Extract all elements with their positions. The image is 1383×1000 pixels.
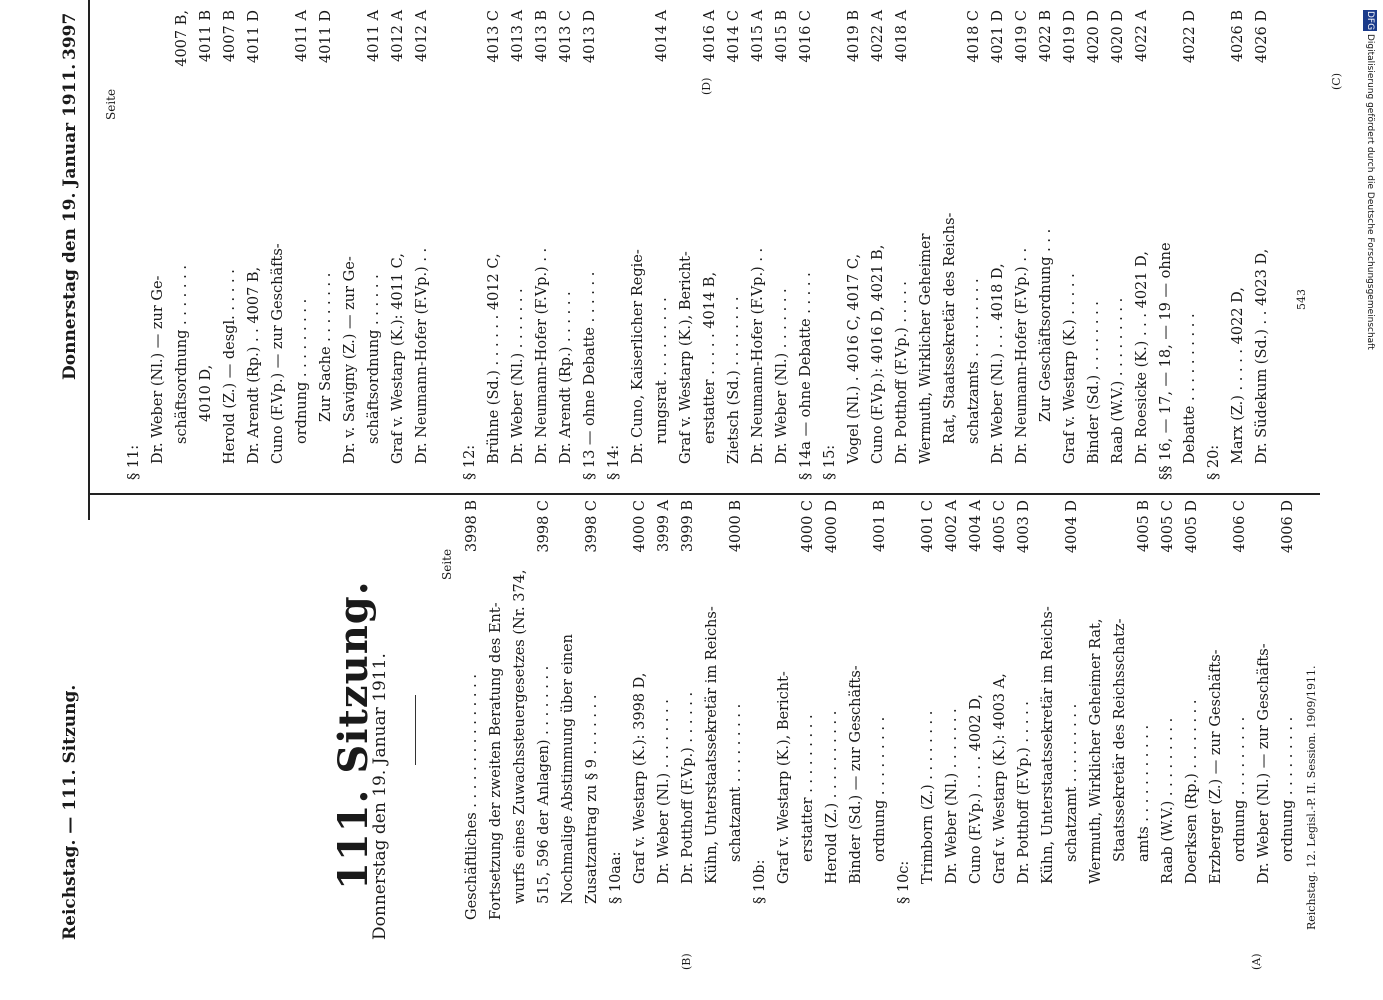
index-entry: [914, 10, 938, 480]
entry-text: erstatter . . . . . 4014 B,: [702, 271, 718, 444]
entry-text: Dr. Neumann-Hofer (F.Vp.) . .: [534, 247, 550, 464]
entry-text: ordnung . . . . . . . . .: [1232, 716, 1248, 862]
index-entry: [628, 500, 652, 920]
entry-text: schatzamt . . . . . . . . .: [728, 703, 744, 862]
entry-page-ref: 4012 A: [390, 10, 406, 62]
entry-page-ref: 4007 B: [222, 10, 238, 63]
entry-page-ref: 4001 C: [920, 500, 936, 553]
entry-text: Staatssekretär des Reichsschatz-: [1112, 618, 1128, 862]
entry-text: § 15:: [822, 444, 838, 480]
index-entry: [122, 10, 146, 480]
entry-text: Erzberger (Z.) — zur Geschäfts-: [1208, 649, 1224, 884]
entry-page-ref: 4016 A: [702, 10, 718, 62]
left-entry-list: [460, 500, 1300, 920]
entry-page-ref: 4013 C: [486, 10, 502, 63]
entry-page-ref: 4000 B: [728, 500, 744, 553]
entry-text: Rat, Staatssekretär des Reichs-: [942, 212, 958, 444]
seite-label-left: Seite: [440, 548, 454, 580]
index-entry: [556, 500, 580, 920]
index-entry: [916, 500, 940, 920]
right-entry-list: [122, 10, 1274, 480]
entry-page-ref: 4005 C: [992, 500, 1008, 553]
index-entry: [484, 500, 508, 920]
left-column: [460, 500, 1383, 920]
entry-text: ordnung . . . . . . . . .: [1280, 716, 1296, 862]
margin-mark-b: (B): [680, 953, 693, 970]
entry-text: Dr. Potthoff (F.Vp.) . . . . . .: [680, 691, 696, 884]
entry-page-ref: 4006 D: [1280, 500, 1296, 554]
entry-page-ref: 3999 B: [680, 500, 696, 553]
entry-page-ref: 4022 A: [870, 10, 886, 62]
entry-page-ref: 4011 D: [246, 10, 262, 64]
index-entry: [1250, 10, 1274, 480]
entry-text: Dr. Neumann-Hofer (F.Vp.) . .: [414, 247, 430, 464]
entry-page-ref: 4011 D: [318, 10, 334, 64]
entry-text: Trimborn (Z.) . . . . . . . .: [920, 710, 936, 884]
entry-text: erstatter . . . . . . . . .: [800, 714, 816, 862]
entry-text: Marx (Z.) . . . . . 4022 D,: [1230, 287, 1246, 464]
entry-page-ref: 4022 A: [1134, 10, 1150, 62]
page-title: 111. Sitzung.: [330, 580, 377, 890]
entry-text: Raab (W.V.) . . . . . . . . .: [1160, 717, 1176, 884]
index-entry: [1252, 500, 1276, 920]
entry-text: Geschäftliches . . . . . . . . . . . . . . .: [464, 674, 480, 920]
entry-text: Zietsch (Sd.) . . . . . . . .: [726, 296, 742, 464]
index-entry: [964, 500, 988, 920]
entry-page-ref: 4007 B,: [174, 10, 190, 67]
entry-text: Graf v. Westarp (K.) . . . . .: [1062, 273, 1078, 464]
entry-text: § 10aa:: [608, 851, 624, 904]
title-divider: [415, 695, 416, 765]
entry-text: § 13 — ohne Debatte . . . . . .: [582, 271, 598, 480]
entry-page-ref: 4022 B: [1038, 10, 1054, 63]
entry-text: 4010 D,: [198, 364, 214, 422]
index-entry: [1036, 500, 1060, 920]
index-entry: [866, 10, 890, 480]
entry-text: schäftsordnung . . . . . .: [366, 274, 382, 444]
entry-page-ref: 4026 D: [1254, 10, 1270, 64]
index-entry: [506, 10, 530, 480]
entry-text: Dr. Arendt (Rp.) . . 4007 B,: [246, 266, 262, 464]
entry-page-ref: 4014 C: [726, 10, 742, 63]
index-entry: [578, 10, 602, 480]
index-entry: [1058, 10, 1082, 480]
seite-label-right: Seite: [104, 88, 118, 120]
entry-page-ref: 3998 B: [464, 500, 480, 553]
entry-text: Debatte . . . . . . . . . .: [1182, 313, 1198, 464]
index-entry: [1084, 500, 1108, 920]
session-date: Donnerstag den 19. Januar 1911.: [370, 653, 390, 940]
entry-text: ordnung . . . . . . . . .: [872, 716, 888, 862]
index-entry: [1130, 10, 1154, 480]
index-entry: [434, 10, 458, 480]
entry-page-ref: 4005 D: [1184, 500, 1200, 554]
index-entry: [290, 10, 314, 480]
index-entry: [482, 10, 506, 480]
entry-text: Dr. Cuno, Kaiserlicher Regie-: [630, 249, 646, 464]
entry-page-ref: 4000 C: [800, 500, 816, 553]
index-entry: [386, 10, 410, 480]
entry-page-ref: 4015 A: [750, 10, 766, 62]
dfg-credit-text: Digitalisierung gefördert durch die Deutsche Forschungsgemeinschaft: [1365, 33, 1375, 350]
index-entry: [580, 500, 604, 920]
header-left: Reichstag. — 111. Sitzung.: [60, 684, 80, 940]
index-entry: [892, 500, 916, 920]
entry-text: Dr. Weber (Nl.) — zur Geschäfts-: [1256, 643, 1272, 884]
index-entry: [842, 10, 866, 480]
entry-text: Herold (Z.) — desgl. . . . . .: [222, 269, 238, 464]
index-entry: [940, 500, 964, 920]
entry-text: Brühne (Sd.) . . . . . . 4012 C,: [486, 253, 502, 464]
entry-page-ref: 4003 D: [1016, 500, 1032, 554]
index-entry: [722, 10, 746, 480]
entry-page-ref: 4000 C: [632, 500, 648, 553]
entry-text: Graf v. Westarp (K.): 4011 C,: [390, 253, 406, 464]
entry-page-ref: 4014 A: [654, 10, 670, 62]
entry-text: Dr. Südekum (Sd.) . . 4023 D,: [1254, 248, 1270, 464]
column-divider: [90, 493, 1320, 495]
entry-text: Kühn, Unterstaatssekretär im Reichs-: [704, 606, 720, 884]
entry-text: Graf v. Westarp (K.): 3998 D,: [632, 672, 648, 884]
index-entry: [724, 500, 748, 920]
index-entry: [700, 500, 724, 920]
entry-text: ordnung . . . . . . . . .: [294, 298, 310, 444]
index-entry: [602, 10, 626, 480]
index-entry: [1202, 10, 1226, 480]
right-column: [122, 10, 1322, 480]
index-entry: [194, 10, 218, 480]
entry-page-ref: 3998 C: [536, 500, 552, 553]
index-entry: [1012, 500, 1036, 920]
index-entry: [1060, 500, 1084, 920]
entry-text: wurfs eines Zuwachssteuergesetzes (Nr. 374,: [512, 569, 528, 904]
entry-page-ref: 4013 C: [558, 10, 574, 63]
index-entry: [844, 500, 868, 920]
entry-text: Dr. Weber (Nl.) . . . . . . . .: [656, 699, 672, 884]
entry-text: Wermuth, Wirklicher Geheimer Rat,: [1088, 618, 1104, 884]
index-entry: [1106, 10, 1130, 480]
entry-page-ref: 4013 B: [534, 10, 550, 63]
entry-text: § 10b:: [752, 859, 768, 904]
entry-text: Raab (W.V.) . . . . . . . . .: [1110, 297, 1126, 464]
entry-page-ref: 4026 B: [1230, 10, 1246, 63]
index-entry: [460, 500, 484, 920]
margin-mark-d: (D): [700, 77, 713, 95]
entry-text: schatzamts . . . . . . . . .: [966, 278, 982, 444]
index-entry: [890, 10, 914, 480]
entry-text: Binder (Sd.) — zur Geschäfts-: [848, 665, 864, 884]
index-entry: [938, 10, 962, 480]
index-entry: [746, 10, 770, 480]
index-entry: [170, 10, 194, 480]
index-entry: [362, 10, 386, 480]
entry-text: Dr. Weber (Nl.) . . . 4018 D,: [990, 263, 1006, 464]
entry-text: Cuno (F.Vp.) — zur Geschäfts-: [270, 243, 286, 464]
signature-mark: 543: [1295, 289, 1308, 310]
index-entry: [604, 500, 628, 920]
index-entry: [314, 10, 338, 480]
entry-text: Vogel (Nl.) . 4016 C, 4017 C,: [846, 253, 862, 464]
index-entry: [242, 10, 266, 480]
entry-page-ref: 4004 A: [968, 500, 984, 552]
entry-text: rungsrat . . . . . . . . .: [654, 297, 670, 444]
entry-text: Graf v. Westarp (K.), Bericht-: [776, 671, 792, 884]
index-entry: [1204, 500, 1228, 920]
index-entry: [1154, 10, 1178, 480]
index-entry: [1156, 500, 1180, 920]
entry-page-ref: 4012 A: [414, 10, 430, 62]
index-entry: [532, 500, 556, 920]
entry-page-ref: 4021 D: [990, 10, 1006, 64]
entry-text: Dr. Weber (Nl.) . . . . . . .: [774, 288, 790, 464]
entry-page-ref: 4013 D: [582, 10, 598, 64]
entry-text: Dr. Weber (Nl.) . . . . . . .: [510, 288, 526, 464]
index-entry: [1178, 10, 1202, 480]
entry-text: §§ 16, — 17, — 18, — 19 — ohne: [1158, 242, 1174, 480]
index-entry: [748, 500, 772, 920]
index-entry: [1108, 500, 1132, 920]
entry-page-ref: 3999 A: [656, 500, 672, 552]
entry-text: Zur Sache . . . . . . . .: [318, 272, 334, 422]
entry-text: Cuno (F.Vp.): 4016 D, 4021 B,: [870, 244, 886, 464]
index-entry: [530, 10, 554, 480]
entry-page-ref: 4011 A: [366, 10, 382, 62]
footer-text: Reichstag. 12. Legisl.-P. II. Session. 1909/1911.: [1305, 665, 1318, 930]
index-entry: [1034, 10, 1058, 480]
index-entry: [818, 10, 842, 480]
entry-page-ref: 4006 C: [1232, 500, 1248, 553]
entry-page-ref: 4011 B: [198, 10, 214, 63]
entry-page-ref: 4005 B: [1136, 500, 1152, 553]
index-entry: [962, 10, 986, 480]
entry-text: Wermuth, Wirklicher Geheimer: [918, 233, 934, 464]
index-entry: [674, 10, 698, 480]
index-entry: [1226, 10, 1250, 480]
entry-text: Dr. Roesicke (K.) . . . 4021 D,: [1134, 251, 1150, 464]
entry-page-ref: 3998 C: [584, 500, 600, 553]
index-entry: [218, 10, 242, 480]
entry-text: Dr. Neumann-Hofer (F.Vp.) . .: [750, 247, 766, 464]
entry-text: schatzamt . . . . . . . . .: [1064, 703, 1080, 862]
entry-text: Dr. Weber (Nl.) — zur Ge-: [150, 275, 166, 464]
entry-page-ref: 4018 A: [894, 10, 910, 62]
index-entry: [626, 10, 650, 480]
index-entry: [772, 500, 796, 920]
entry-page-ref: 4001 B: [872, 500, 888, 553]
entry-text: Dr. Neumann-Hofer (F.Vp.) . .: [1014, 247, 1030, 464]
entry-page-ref: 4019 C: [1014, 10, 1030, 63]
entry-text: § 11:: [126, 444, 142, 480]
entry-text: § 12:: [462, 444, 478, 480]
entry-page-ref: 4011 A: [294, 10, 310, 62]
running-header: [50, 0, 90, 1000]
index-entry: [794, 10, 818, 480]
entry-text: Graf v. Westarp (K.), Bericht-: [678, 251, 694, 464]
index-entry: [1010, 10, 1034, 480]
entry-page-ref: 4018 C: [966, 10, 982, 63]
entry-text: § 10c:: [896, 860, 912, 904]
index-entry: [508, 500, 532, 920]
index-entry: [410, 10, 434, 480]
index-entry: [868, 500, 892, 920]
entry-page-ref: 4002 A: [944, 500, 960, 552]
index-entry: [146, 10, 170, 480]
index-entry: [1082, 10, 1106, 480]
index-entry: [1132, 500, 1156, 920]
entry-text: schäftsordnung . . . . . . .: [174, 265, 190, 444]
margin-mark-c: (C): [1330, 73, 1343, 90]
footer: [1305, 665, 1318, 930]
entry-text: Dr. v. Savigny (Z.) — zur Ge-: [342, 256, 358, 464]
entry-text: Fortsetzung der zweiten Beratung des Ent-: [488, 602, 504, 920]
index-entry: [338, 10, 362, 480]
entry-page-ref: 4016 C: [798, 10, 814, 63]
header-right: Donnerstag den 19. Januar 1911.: [60, 63, 80, 380]
index-entry: [676, 500, 700, 920]
entry-text: Zur Geschäftsordnung . . .: [1038, 228, 1054, 422]
entry-page-ref: 4020 D: [1086, 10, 1102, 64]
page-number: 3997: [60, 12, 80, 60]
index-entry: [1276, 500, 1300, 920]
entry-page-ref: 4004 D: [1064, 500, 1080, 554]
entry-text: 515, 596 der Anlagen) . . . . . . . .: [536, 665, 552, 904]
entry-page-ref: 4015 B: [774, 10, 790, 63]
entry-text: Zusatzantrag zu § 9 . . . . . . .: [584, 694, 600, 904]
entry-text: Graf v. Westarp (K.): 4003 A,: [992, 673, 1008, 884]
entry-text: Binder (Sd.) . . . . . . . .: [1086, 301, 1102, 464]
entry-text: Dr. Potthoff (F.Vp.) . . . . .: [1016, 701, 1032, 884]
entry-text: Nochmalige Abstimmung über einen: [560, 634, 576, 904]
dfg-credit: [1365, 10, 1375, 350]
index-entry: [820, 500, 844, 920]
index-entry: [554, 10, 578, 480]
header-rule: [88, 0, 90, 520]
index-entry: [1228, 500, 1252, 920]
index-entry: [986, 10, 1010, 480]
entry-text: § 20:: [1206, 444, 1222, 480]
entry-text: Kühn, Unterstaatssekretär im Reichs-: [1040, 606, 1056, 884]
entry-text: Herold (Z.) . . . . . . . . . .: [824, 710, 840, 884]
index-entry: [652, 500, 676, 920]
index-entry: [770, 10, 794, 480]
entry-text: amts . . . . . . . . . . .: [1136, 724, 1152, 862]
entry-text: § 14:: [606, 444, 622, 480]
index-entry: [1180, 500, 1204, 920]
entry-page-ref: 4019 B: [846, 10, 862, 63]
index-entry: [266, 10, 290, 480]
entry-page-ref: 4005 C: [1160, 500, 1176, 553]
entry-text: Dr. Potthoff (F.Vp.) . . . . .: [894, 281, 910, 464]
entry-page-ref: 4020 D: [1110, 10, 1126, 64]
margin-mark-a: (A): [1250, 953, 1263, 970]
index-entry: [988, 500, 1012, 920]
index-entry: [650, 10, 674, 480]
entry-text: Cuno (F.Vp.) . . . . 4002 D,: [968, 694, 984, 884]
index-entry: [458, 10, 482, 480]
index-entry: [796, 500, 820, 920]
dfg-badge: DFG: [1365, 11, 1375, 31]
entry-text: Doerksen (Rp.) . . . . . . . .: [1184, 699, 1200, 884]
entry-page-ref: 4000 D: [824, 500, 840, 554]
entry-page-ref: 4013 A: [510, 10, 526, 62]
entry-text: § 14a — ohne Debatte . . . . .: [798, 272, 814, 480]
entry-page-ref: 4019 D: [1062, 10, 1078, 64]
entry-text: Dr. Weber (Nl.) . . . . . . .: [944, 708, 960, 884]
entry-page-ref: 4022 D: [1182, 10, 1198, 64]
entry-text: Dr. Arendt (Rp.) . . . . . .: [558, 291, 574, 464]
